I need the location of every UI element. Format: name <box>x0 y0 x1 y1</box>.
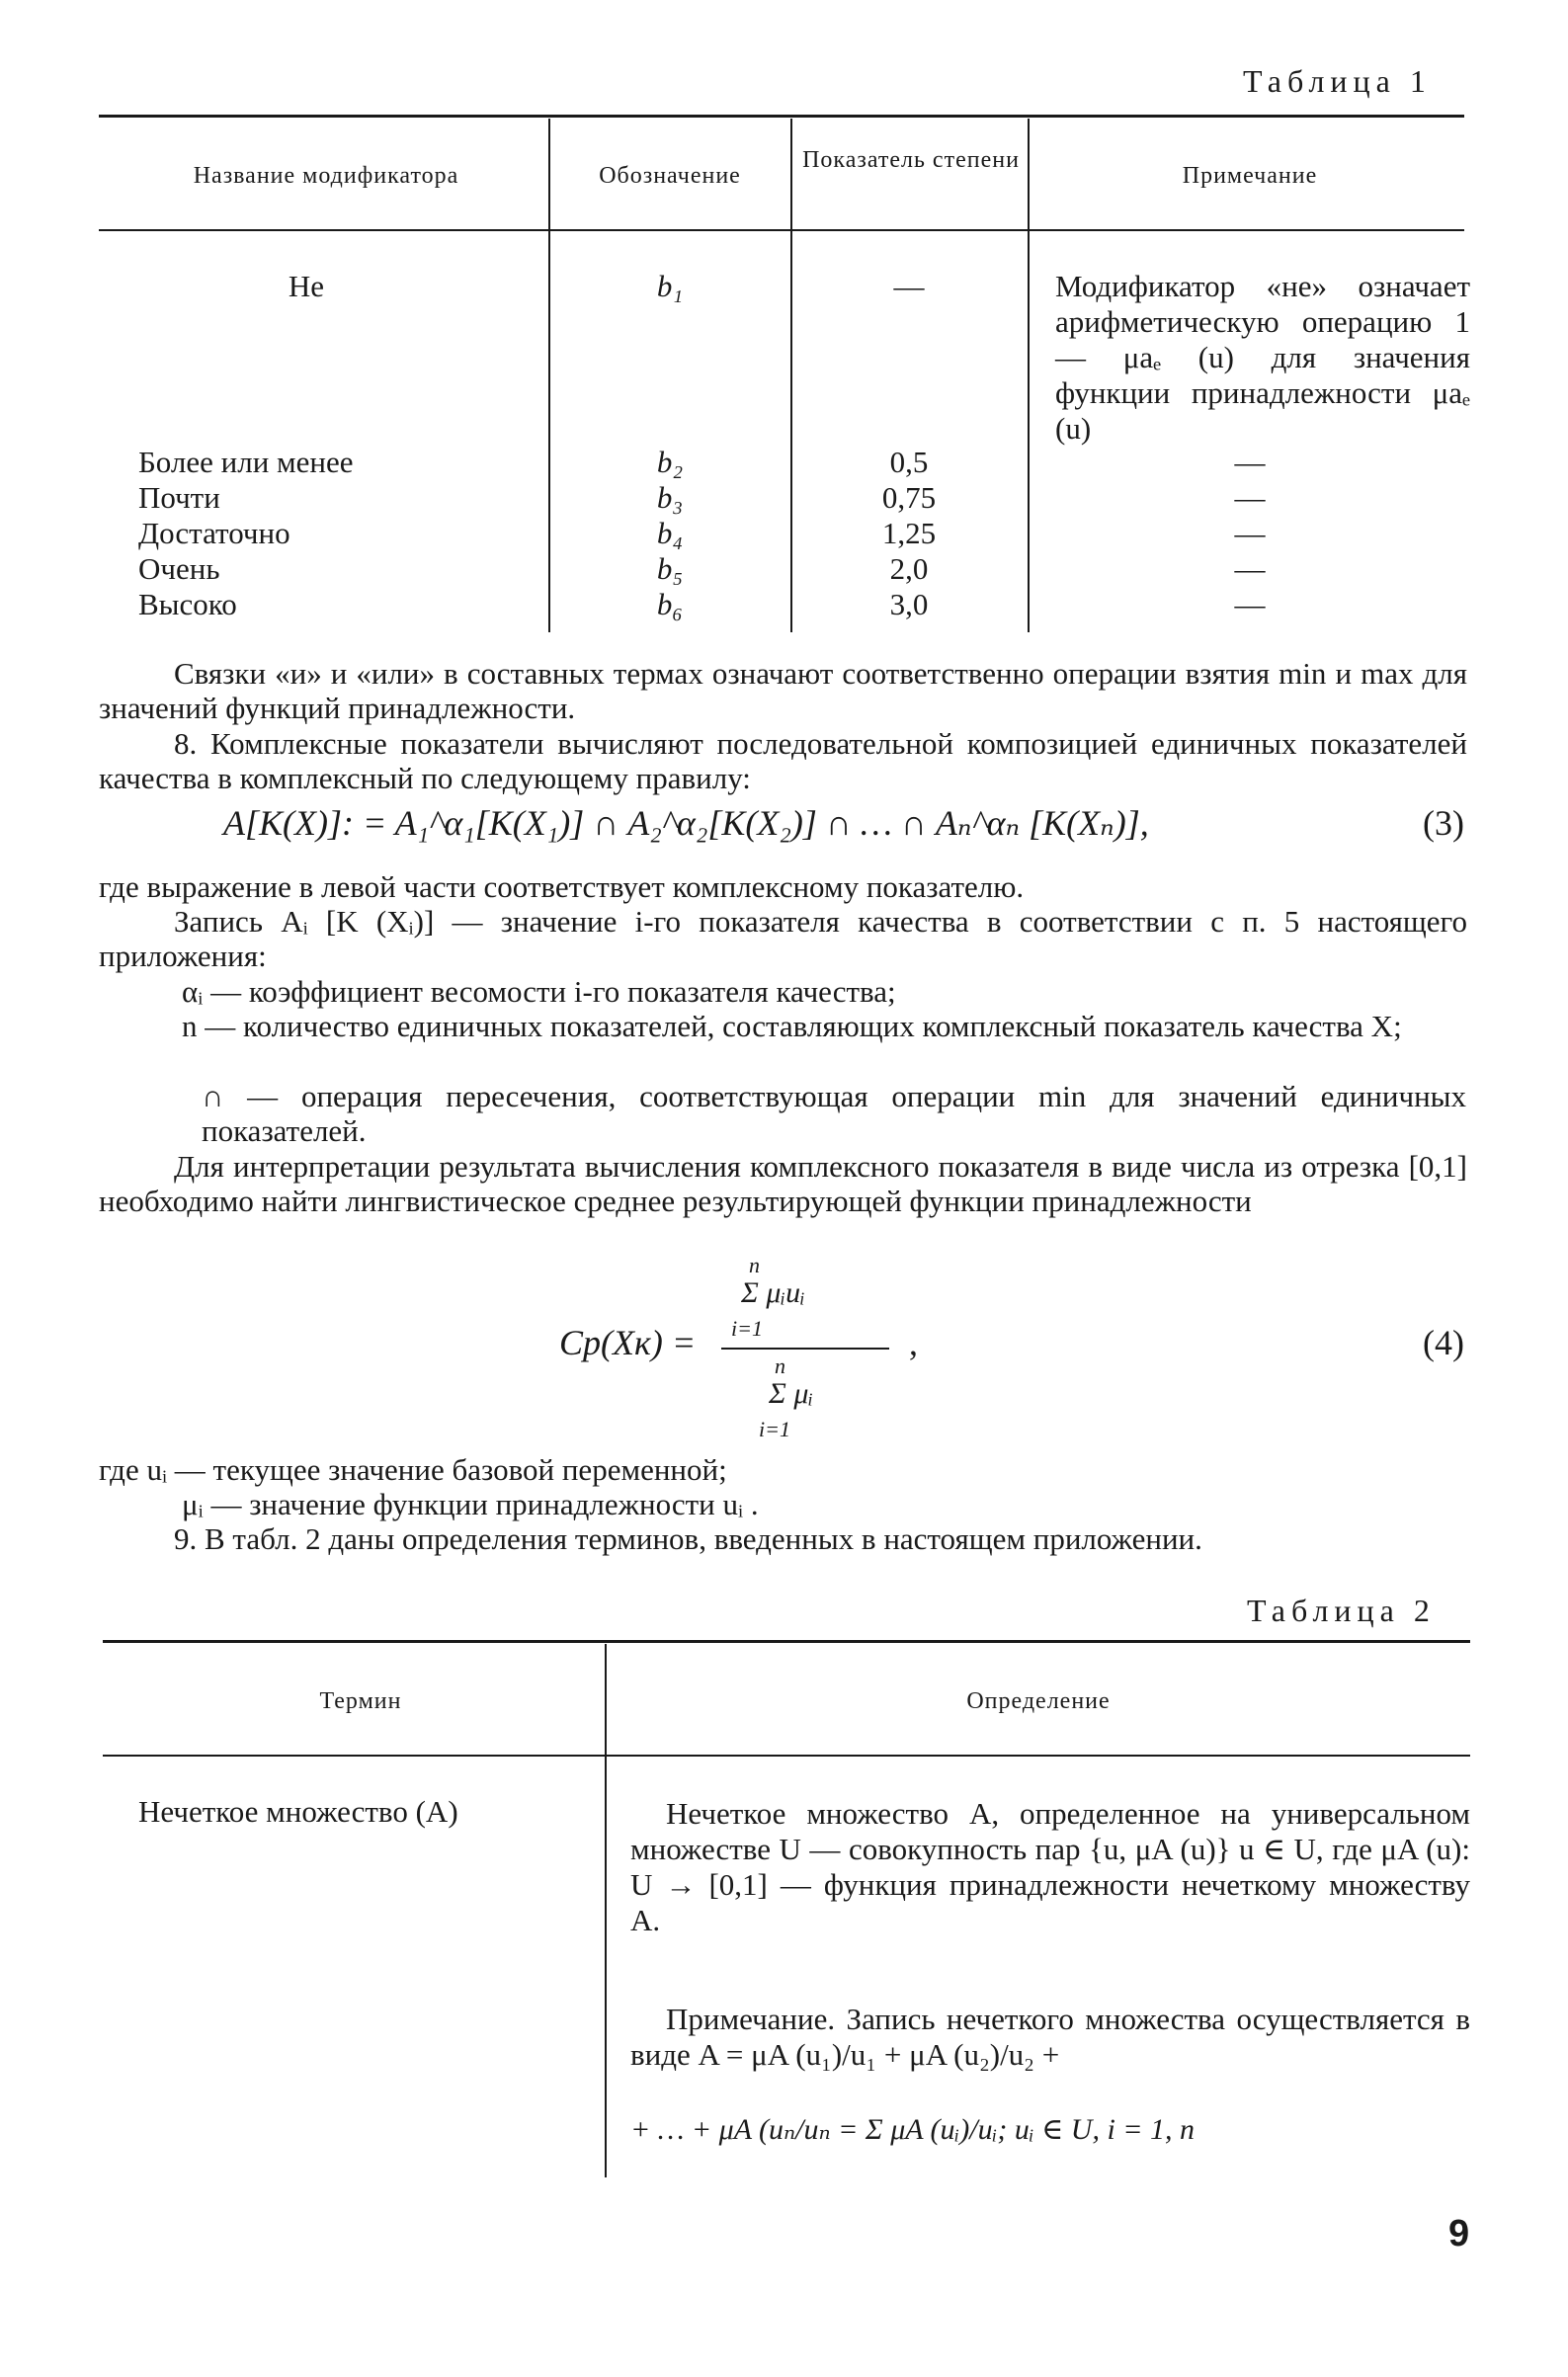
formula-4-denominator: Σ μᵢ <box>769 1377 814 1410</box>
paragraph-record: Запись Aᵢ [K (Xᵢ)] — значение i-го показателя качества в соответствии с п. 5 настоящего приложения: <box>99 904 1467 973</box>
table1-row-note: — <box>1234 445 1266 479</box>
table1-header-exponent: Показатель степени <box>802 147 1020 173</box>
formula-3: A[K(X)]: = A₁^α₁[K(X₁)] ∩ A₂^α₂[K(X₂)] ∩ … ∩ Aₙ^αₙ [K(Xₙ)], <box>223 803 1149 843</box>
table1-row-exponent: — <box>893 269 925 303</box>
table1-row-symbol: b₂ <box>656 445 684 479</box>
paragraph-table2-intro: 9. В табл. 2 даны определения терминов, введенных в настоящем приложении. <box>174 1521 1202 1556</box>
paragraph-complex-indicators: 8. Комплексные показатели вычисляют последовательной композицией единичных показателей качества в комплексный по следующему правилу: <box>99 726 1467 795</box>
table2-col-divider <box>605 1644 607 2177</box>
table2-header-definition: Определение <box>966 1688 1111 1714</box>
table1-header-name: Название модификатора <box>193 163 459 189</box>
definition-mu: μᵢ — значение функции принадлежности uᵢ . <box>182 1487 759 1521</box>
definition-u: где uᵢ — текущее значение базовой переменной; <box>99 1452 727 1487</box>
formula-4-lhs: Cр(Xк) = <box>559 1323 697 1362</box>
table2-top-rule <box>103 1640 1470 1643</box>
table1-row-name: Почти <box>138 480 220 515</box>
formula-3-number: (3) <box>1423 803 1464 843</box>
table1-row-symbol: b₆ <box>656 587 684 621</box>
table2-caption: Таблица 2 <box>1247 1593 1436 1628</box>
table1-row-symbol: b₃ <box>656 480 684 515</box>
table1-header-note: Примечание <box>1182 163 1318 189</box>
table1-row-name: Достаточно <box>138 516 290 550</box>
definition-n: n — количество единичных показателей, составляющих комплексный показатель качества X; <box>182 1009 1402 1043</box>
formula-4-sum-bottom: i=1 <box>759 1417 790 1441</box>
definition-alpha: αᵢ — коэффициент весомости i-го показателя качества; <box>182 974 896 1009</box>
table1-row-exponent: 0,5 <box>889 445 929 479</box>
table1-row-exponent: 2,0 <box>889 551 929 586</box>
table1-row-symbol: b₅ <box>656 551 684 586</box>
table1-row-note: — <box>1234 587 1266 621</box>
table1-row-symbol: b₄ <box>656 516 684 550</box>
formula-4-comma: , <box>909 1323 918 1362</box>
table2-note: Примечание. Запись нечеткого множества осуществляется в виде A = μA (u₁)/u₁ + μA (u₂)/u₂ + <box>630 2002 1470 2072</box>
formula-4-sum-top: n <box>749 1253 760 1277</box>
formula-4-number: (4) <box>1423 1323 1464 1362</box>
formula-4-numerator: Σ μᵢuᵢ <box>741 1276 805 1309</box>
definition-intersection: ∩ — операция пересечения, соответствующая операции min для значений единичных показателей. <box>202 1079 1466 1148</box>
formula-4-fraction-line <box>721 1348 889 1350</box>
table1-row-name: Не <box>288 269 325 303</box>
table1-row-name: Высоко <box>138 587 237 621</box>
table2-header-term: Термин <box>319 1688 402 1714</box>
table1-caption: Таблица 1 <box>1243 63 1432 99</box>
table1-col-divider-1 <box>548 119 550 632</box>
formula-4-sum-top: n <box>775 1353 785 1378</box>
table1-row-exponent: 3,0 <box>889 587 929 621</box>
table1-row-name: Очень <box>138 551 220 586</box>
table1-row-symbol: b₁ <box>656 269 684 303</box>
table1-row-name: Более или менее <box>138 445 354 479</box>
table1-row-note: — <box>1234 551 1266 586</box>
paragraph-left-side: где выражение в левой части соответствует комплексному показателю. <box>99 869 1025 904</box>
table1-top-rule <box>99 115 1464 118</box>
table2-definition: Нечеткое множество A, определенное на универсальном множестве U — совокупность пар {u, μA (u)} u ∈ U, где μA (u): U → [0,1] — функция принадлежности нечеткому множеству A. <box>630 1796 1470 1937</box>
table1-row-exponent: 1,25 <box>881 516 937 550</box>
page-number: 9 <box>1448 2213 1470 2254</box>
table1-row-exponent: 0,75 <box>881 480 937 515</box>
table1-col-divider-3 <box>1028 119 1030 632</box>
table1-header-symbol: Обозначение <box>599 163 741 189</box>
table1-row-note: — <box>1234 480 1266 515</box>
table2-header-rule <box>103 1755 1470 1757</box>
formula-4-sum-bottom: i=1 <box>731 1316 763 1341</box>
table1-header-rule <box>99 229 1464 231</box>
table2-note-formula: + … + μA (uₙ/uₙ = Σ μA (uᵢ)/uᵢ; uᵢ ∈ U, i = 1, n <box>630 2113 1196 2146</box>
paragraph-interpretation: Для интерпретации результата вычисления комплексного показателя в виде числа из отрезка [0,1] необходимо найти лингвистическое среднее результирующей функции принадлежности <box>99 1149 1467 1218</box>
table1-row-note: — <box>1234 516 1266 550</box>
table1-row-note: Модификатор «не» означает арифметическую операцию 1 — μaₑ (u) для значения функции принадлежности μaₑ (u) <box>1055 269 1470 446</box>
paragraph-connectives: Связки «и» и «или» в составных термах означают соответственно операции взятия min и max для значений функций принадлежности. <box>99 656 1467 725</box>
table2-term: Нечеткое множество (A) <box>138 1794 458 1829</box>
table1-col-divider-2 <box>790 119 792 632</box>
